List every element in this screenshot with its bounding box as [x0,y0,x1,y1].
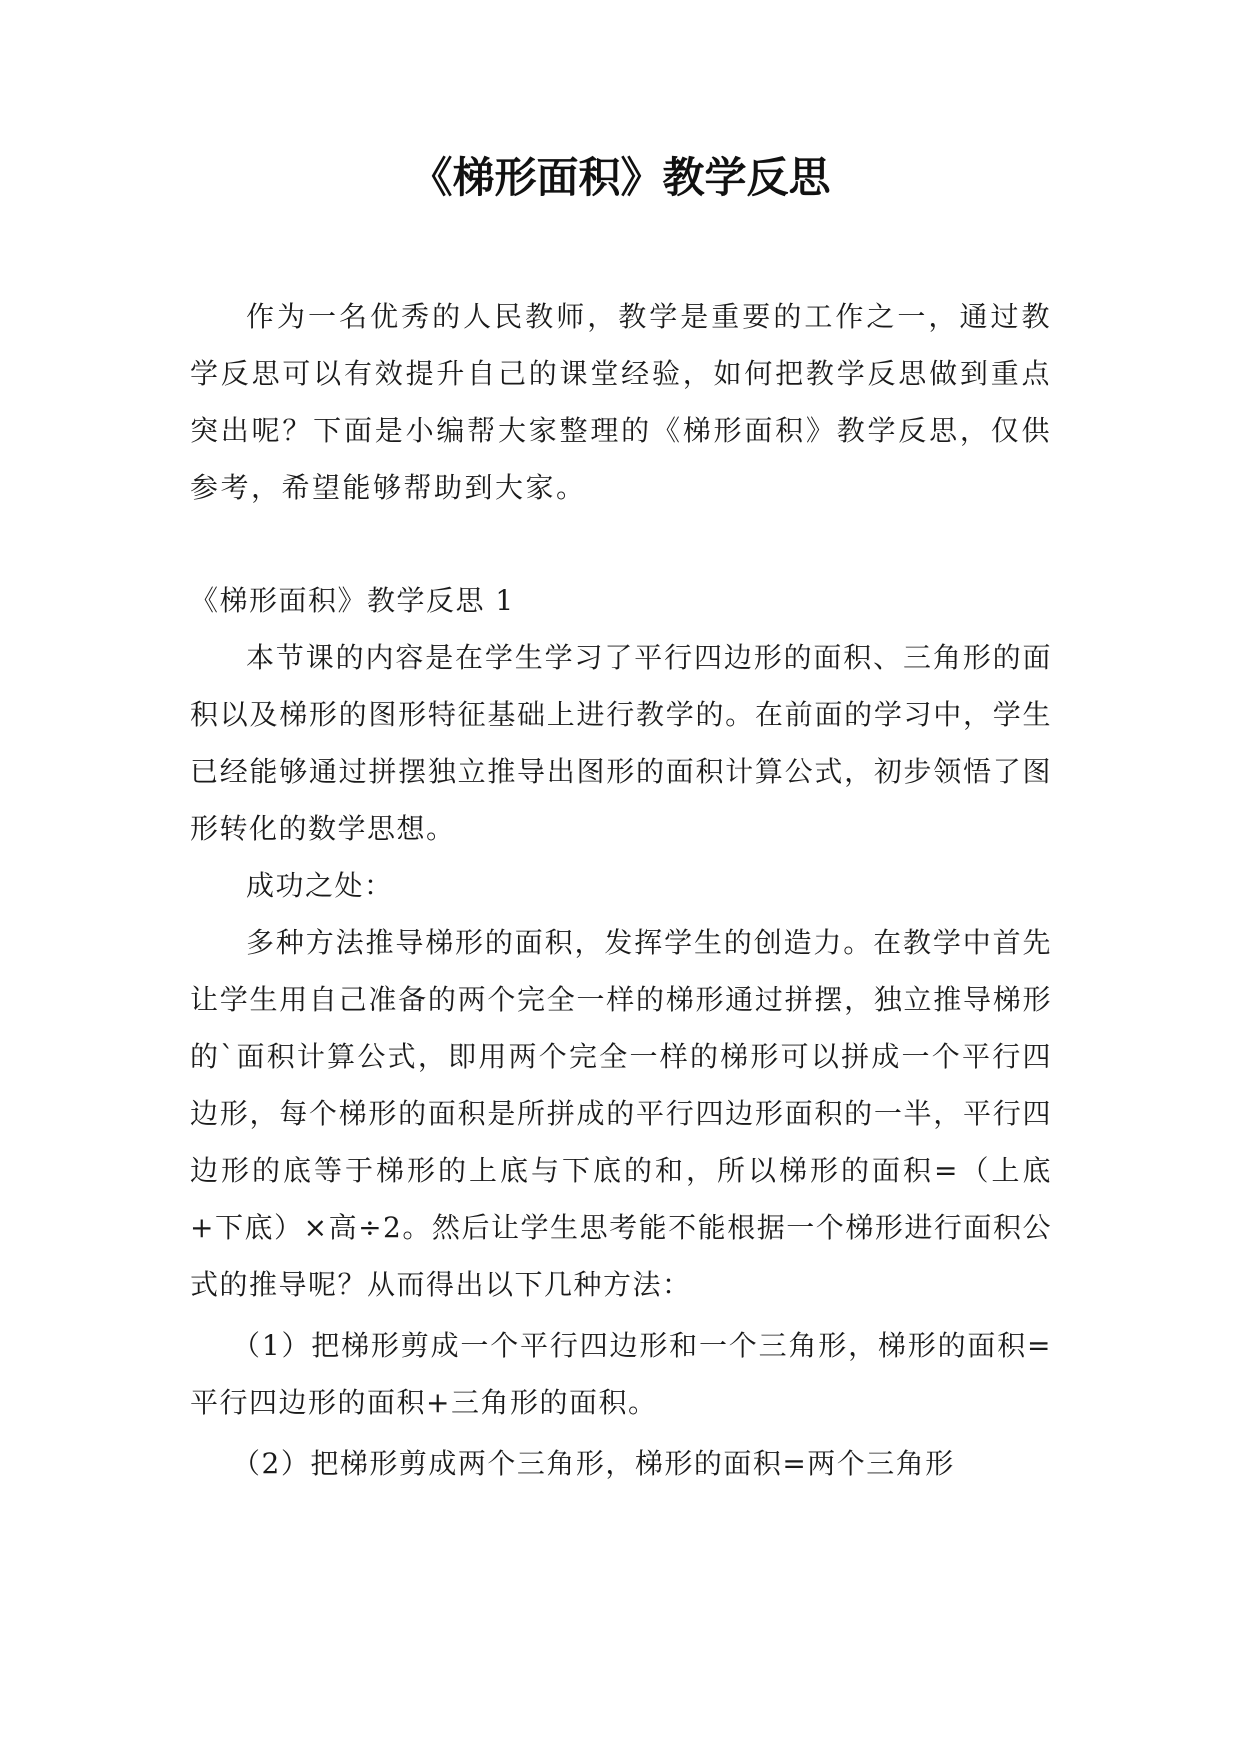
document-title: 《梯形面积》教学反思 [410,153,831,202]
intro-paragraph: 作为一名优秀的人民教师，教学是重要的工作之一，通过教学反思可以有效提升自己的课堂经验，如何把教学反思做到重点突出呢？下面是小编帮大家整理的《梯形面积》教学反思，仅供参考，希望能够帮助到大家。 [190,300,1052,504]
section-heading: 《梯形面积》教学反思 1 [190,584,515,617]
subheading-success: 成功之处： [246,869,394,902]
method-item: （2）把梯形剪成两个三角形，梯形的面积=两个三角形 [232,1447,955,1480]
body-paragraph: 本节课的内容是在学生学习了平行四边形的面积、三角形的面积以及梯形的图形特征基础上进行教学的。在前面的学习中，学生已经能够通过拼摆独立推导出图形的面积计算公式，初步领悟了图形转化的数学思想。 [190,641,1052,845]
body-paragraph: 多种方法推导梯形的面积，发挥学生的创造力。在教学中首先让学生用自己准备的两个完全一样的梯形通过拼摆，独立推导梯形的`面积计算公式，即用两个完全一样的梯形可以拼成一个平行四边形，每个梯形的面积是所拼成的平行四边形面积的一半，平行四边形的底等于梯形的上底与下底的和，所以梯形的面积=（上底+下底）×高÷2。然后让学生思考能不能根据一个梯形进行面积公式的推导呢？从而得出以下几种方法： [190,926,1052,1301]
document-body [190,288,1052,1492]
method-item: （1）把梯形剪成一个平行四边形和一个三角形，梯形的面积=平行四边形的面积+三角形的面积。 [190,1329,1052,1419]
